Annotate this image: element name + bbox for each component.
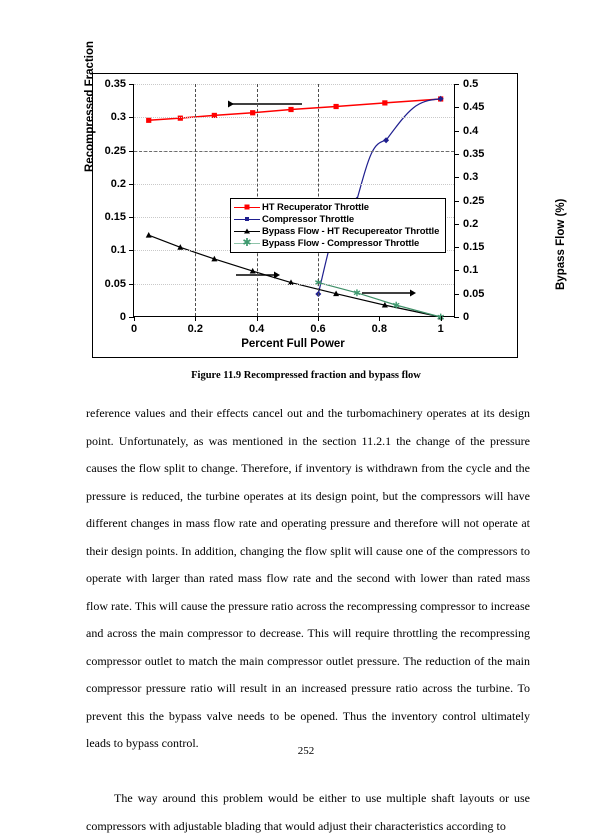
x-tick	[134, 316, 135, 321]
y-tick-left	[129, 217, 134, 218]
legend-item-bypass-compressor	[234, 237, 442, 249]
gridline-horizontal	[134, 84, 454, 85]
x-tick	[195, 316, 196, 321]
y-tick-label-right: 0.4	[463, 124, 479, 137]
x-tick-label: 0.6	[310, 323, 326, 335]
legend-item-bypass-ht-recuperator	[234, 225, 442, 237]
legend-label-3: Bypass Flow - Compressor Throttle	[262, 237, 420, 249]
y-tick-label-right: 0	[463, 311, 470, 323]
chart-frame	[84, 40, 518, 358]
x-tick-label: 0.8	[371, 323, 387, 335]
y-tick-right	[454, 107, 459, 108]
paragraph-2: The way around this problem would be either to use multiple shaft layouts or use compressors with adjustable blading that would adjust their characteristics according to	[86, 791, 530, 833]
y-axis-title-right: Bypass Flow (%)	[555, 198, 567, 290]
legend-label-2: Bypass Flow - HT Recupereator Throttle	[262, 225, 440, 237]
y-tick-label-left: 0.2	[110, 177, 126, 190]
y-tick-label-right: 0.25	[463, 194, 485, 207]
gridline-horizontal	[134, 117, 454, 118]
y-tick-label-right: 0.5	[463, 78, 479, 90]
y-tick-left	[129, 250, 134, 251]
gridline-horizontal	[134, 284, 454, 285]
y-tick-label-right: 0.35	[463, 147, 485, 160]
legend-label-1: Compressor Throttle	[262, 213, 355, 225]
y-tick-label-right: 0.3	[463, 171, 479, 184]
y-tick-right	[454, 270, 459, 271]
figure-caption: Figure 11.9 Recompressed fraction and bypass flow	[191, 370, 421, 381]
y-tick-right	[454, 247, 459, 248]
legend-label-0: HT Recuperator Throttle	[262, 201, 369, 213]
y-tick-label-left: 0.25	[104, 144, 126, 157]
y-tick-label-left: 0.35	[104, 78, 126, 90]
legend-item-compressor-throttle	[234, 213, 442, 225]
legend-item-ht-recuperator-throttle	[234, 201, 442, 213]
y-tick-label-right: 0.45	[463, 101, 485, 114]
y-tick-label-left: 0.05	[104, 277, 126, 290]
y-tick-label-right: 0.1	[463, 264, 479, 277]
y-tick-left	[129, 151, 134, 152]
y-tick-left	[129, 184, 134, 185]
gridline-vertical	[195, 84, 196, 316]
page-number: 252	[297, 745, 315, 757]
chart-legend	[230, 198, 446, 253]
x-tick	[318, 316, 319, 321]
y-axis-title-left: Recompressed Fraction	[84, 40, 96, 172]
x-tick-label: 1	[437, 323, 444, 335]
legend-marker-star-icon: ✱	[234, 238, 260, 249]
y-tick-right	[454, 84, 459, 85]
x-tick-label: 0.2	[187, 323, 203, 335]
y-tick-right	[454, 224, 459, 225]
legend-marker-diamond-icon	[234, 214, 260, 225]
x-axis-title: Percent Full Power	[241, 338, 345, 350]
y-tick-label-left: 0.3	[110, 111, 126, 124]
y-tick-label-right: 0.2	[463, 217, 479, 230]
y-tick-label-right: 0.05	[463, 287, 485, 300]
x-tick-label: 0	[130, 323, 138, 335]
y-tick-label-right: 0.15	[463, 241, 485, 254]
x-tick-label: 0.4	[249, 323, 265, 335]
x-tick	[441, 316, 442, 321]
y-tick-left	[129, 117, 134, 118]
y-tick-label-left: 0.1	[110, 244, 126, 257]
y-tick-left	[129, 284, 134, 285]
y-tick-label-left: 0.15	[104, 211, 126, 224]
y-tick-right	[454, 201, 459, 202]
legend-marker-square-icon	[234, 202, 260, 213]
y-tick-right	[454, 131, 459, 132]
y-tick-right	[454, 177, 459, 178]
y-tick-right	[454, 294, 459, 295]
x-tick	[257, 316, 258, 321]
body-text	[86, 400, 530, 840]
y-tick-right	[454, 154, 459, 155]
x-tick	[379, 316, 380, 321]
gridline-horizontal	[134, 184, 454, 185]
legend-marker-triangle-icon	[234, 226, 260, 237]
y-tick-left	[129, 84, 134, 85]
y-tick-label-left: 0	[119, 311, 126, 323]
paragraph-1: reference values and their effects cancel out and the turbomachinery operates at its design point. Unfortunately, as was mentioned in the section 11.2.1 the change of the pressure causes the flow split to change. Therefore, if inventory is withdrawn from the cycle and the pressure is reduced, the turbine operates at its design point, but the compressors will have different changes in mass flow rate and operating pressure and therefore will not operate at their design points. In addition, changing the flow split will cause one of the compressors to operate with larger than rated mass flow rate and the second with lower than rated mass flow rate. This will cause the pressure ratio across the recompressing compressor to increase and across the main compressor to decrease. This will require throttling the recompressing compressor outlet to match the main compressor outlet pressure. The reduction of the main compressor pressure ratio will result in an increased pressure ratio across the turbine. To prevent this the bypass valve needs to be opened. Thus the inventory control ultimately leads to bypass control.	[86, 406, 530, 750]
y-tick-right	[454, 317, 459, 318]
gridline-horizontal-dashed	[134, 151, 454, 152]
